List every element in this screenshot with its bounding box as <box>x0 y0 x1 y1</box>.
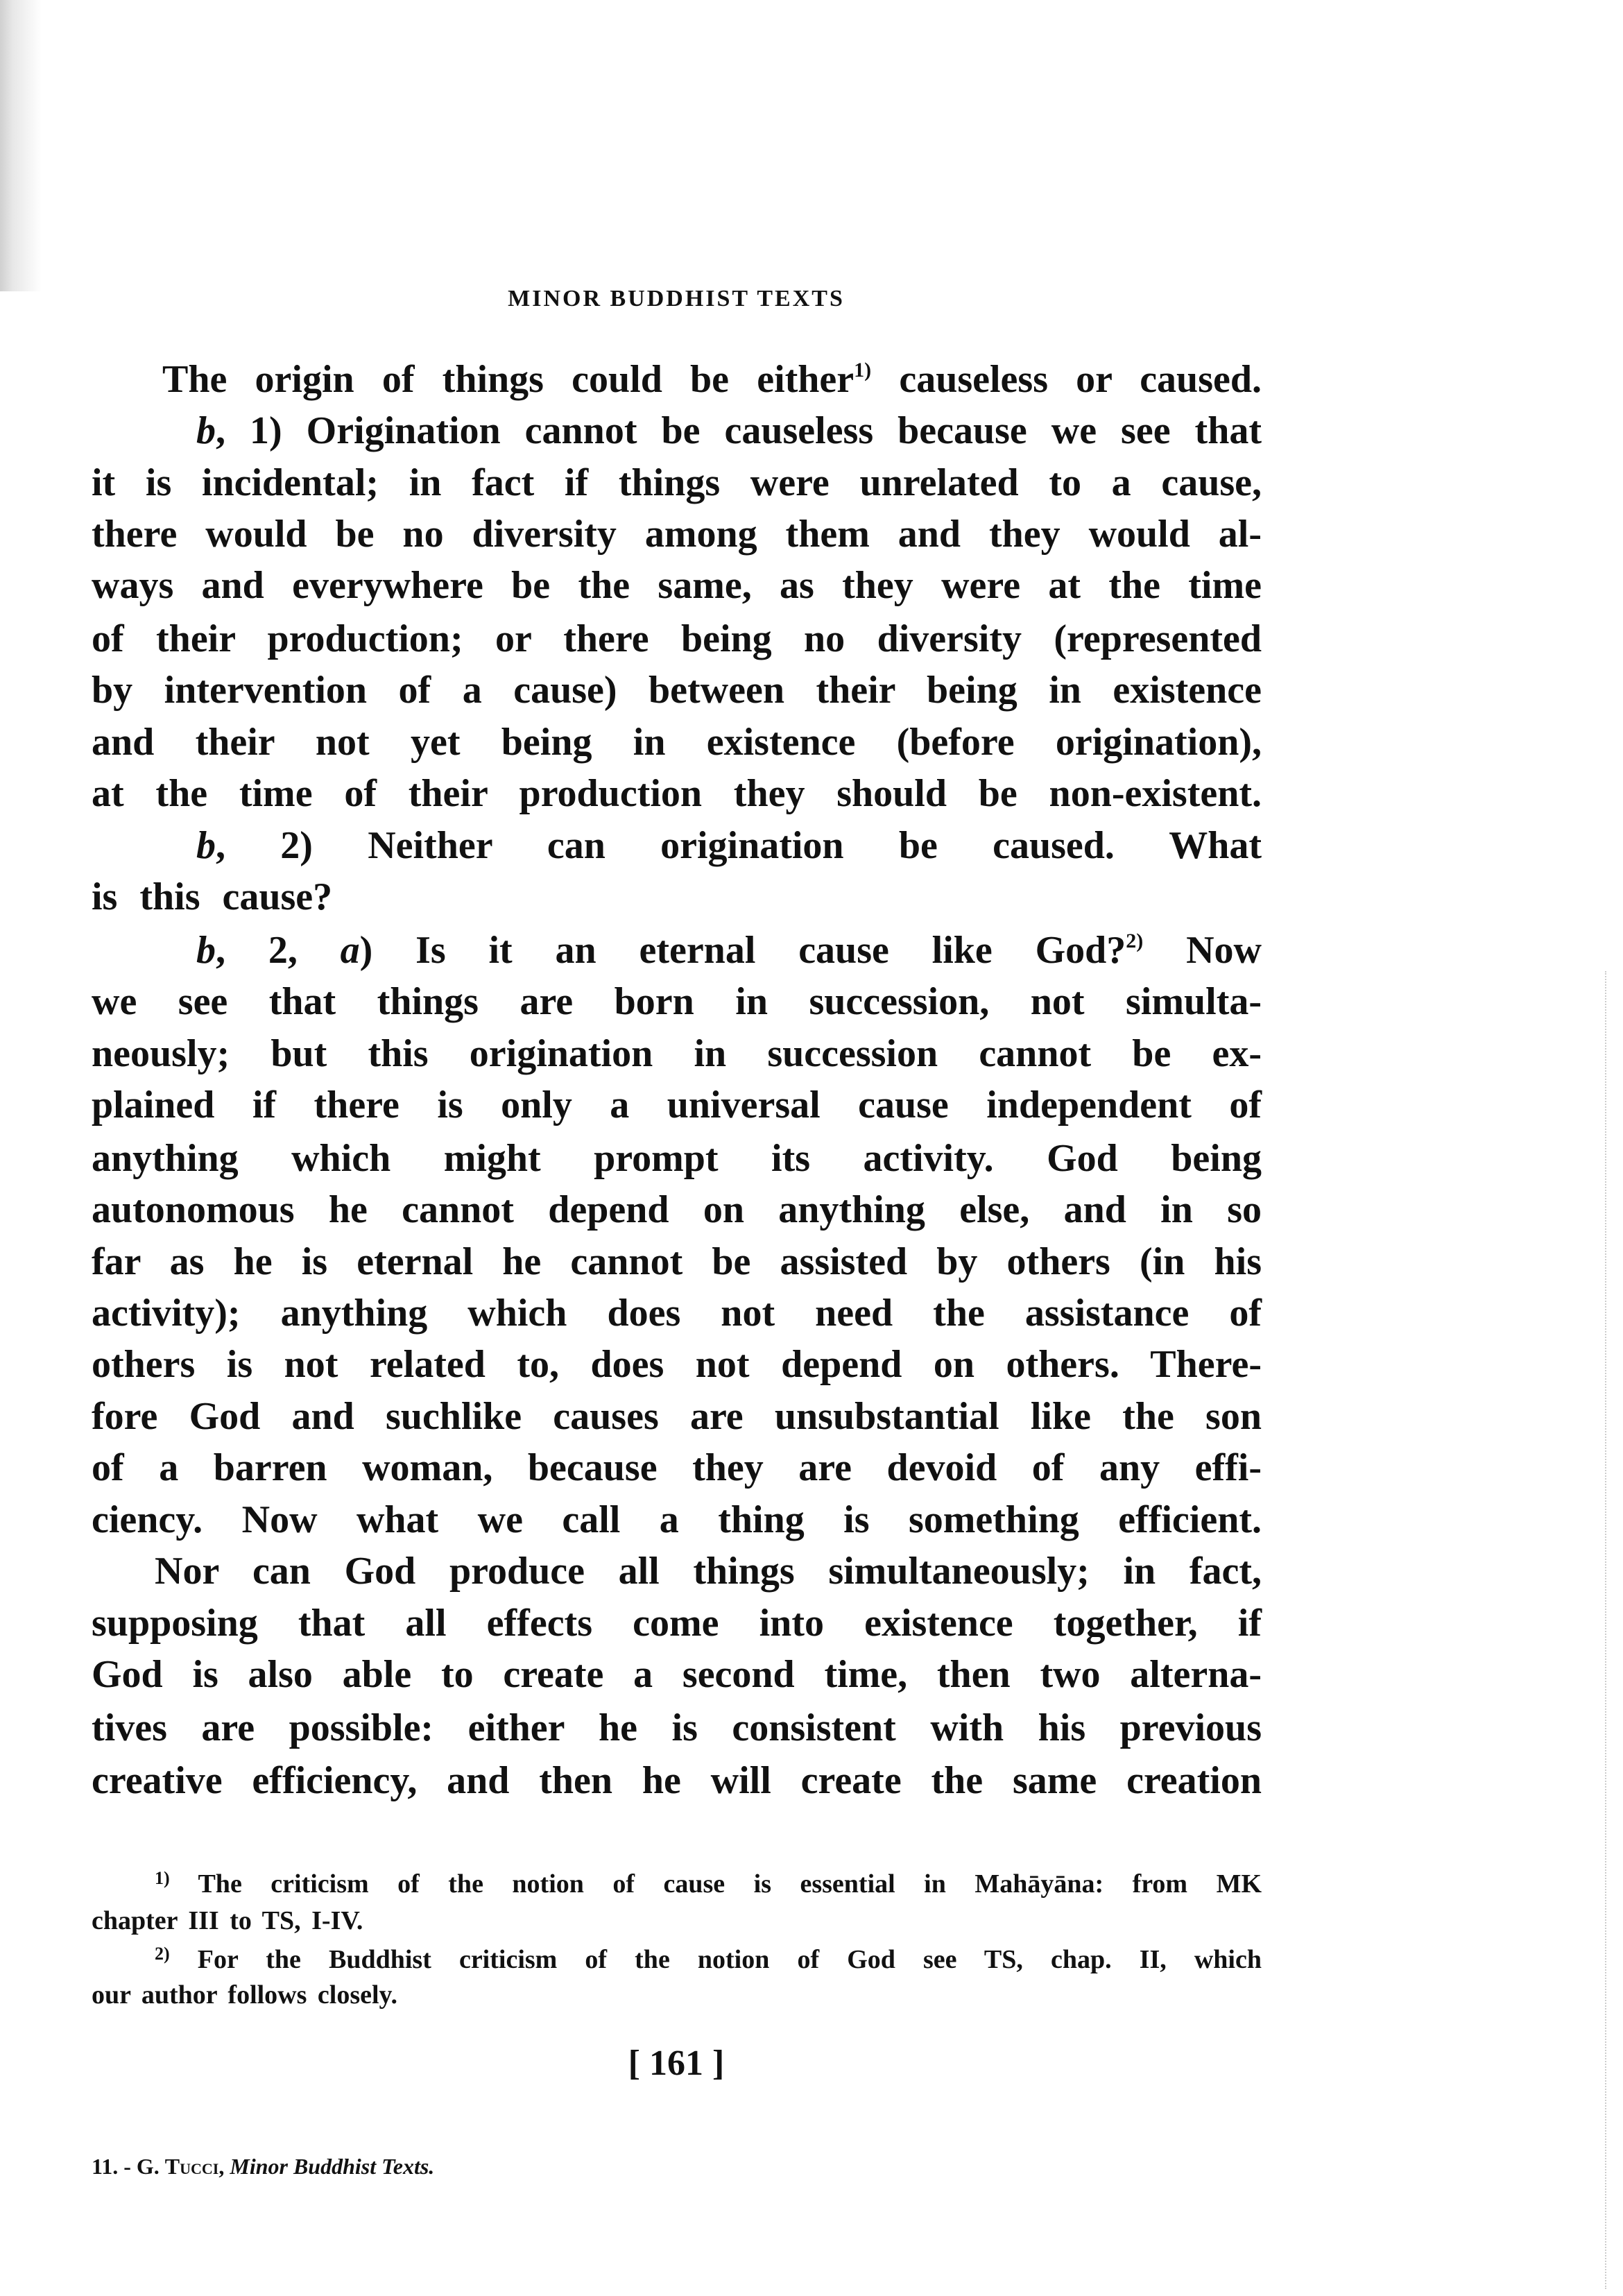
text-run: by intervention of a cause) between their being in existence <box>92 669 1262 712</box>
running-header: MINOR BUDDHIST TEXTS <box>508 286 845 311</box>
text-line <box>92 871 1262 923</box>
book-title: Minor Buddhist Texts. <box>230 2154 435 2179</box>
text-run: there would be no diversity among them and they would al- <box>92 513 1262 556</box>
text-line <box>92 767 1262 820</box>
text-run: is this cause? <box>92 875 333 918</box>
text-line <box>92 716 1262 769</box>
text-run: ways and everywhere be the same, as they were at the time <box>92 564 1262 607</box>
text-run: chapter III to TS, I-IV. <box>92 1906 363 1935</box>
text-line <box>92 1183 1262 1236</box>
text-line <box>92 975 1262 1028</box>
page-number: [ 161 ] <box>628 2044 725 2083</box>
author-name: Tucci, <box>164 2154 225 2179</box>
footnote-reference: 2) <box>1126 929 1144 952</box>
text-line <box>92 1235 1262 1288</box>
text-line <box>92 1027 1262 1080</box>
text-line <box>92 559 1262 612</box>
footnote-reference: 1) <box>155 1868 170 1888</box>
text-run: of their production; or there being no diversity (represented <box>92 617 1262 660</box>
signature-mark: 11. - G. <box>92 2154 160 2179</box>
text-run: at the time of their production they should be non-existent. <box>92 772 1262 815</box>
text-run: plained if there is only a universal cause independent of <box>92 1083 1262 1126</box>
text-run: Now <box>1143 929 1262 972</box>
text-run: neously; but this origination in succession cannot be ex- <box>92 1032 1262 1075</box>
text-line <box>92 664 1262 717</box>
text-line <box>92 1754 1262 1807</box>
text-run: activity); anything which does not need the assistance of <box>92 1292 1262 1335</box>
text-line <box>196 404 1262 457</box>
footnote-line <box>155 1865 1262 1903</box>
footnote-reference: 1) <box>854 359 872 382</box>
text-line <box>92 612 1262 665</box>
text-run: it is incidental; in fact if things were unrelated to a cause, <box>92 461 1262 504</box>
italic-label: a <box>340 929 360 972</box>
text-run: , 1) Origination cannot be causeless because we see that <box>216 409 1262 452</box>
text-line <box>196 924 1262 977</box>
text-run: For the Buddhist criticism of the notion of God see TS, chap. II, which <box>169 1945 1262 1974</box>
italic-label: b <box>196 929 216 972</box>
text-run: we see that things are born in succession, not simulta- <box>92 980 1262 1023</box>
text-line <box>92 1648 1262 1701</box>
text-run: autonomous he cannot depend on anything else, and in so <box>92 1188 1262 1231</box>
text-line <box>92 1597 1262 1650</box>
text-run: ciency. Now what we call a thing is something efficient. <box>92 1498 1262 1541</box>
footnote-line <box>92 1902 1262 1939</box>
text-line <box>92 1493 1262 1546</box>
text-line <box>162 353 1262 406</box>
text-run: fore God and suchlike causes are unsubstantial like the son <box>92 1395 1262 1438</box>
text-run: our author follows closely. <box>92 1980 397 2010</box>
text-line <box>92 1702 1262 1754</box>
text-run: others is not related to, does not depend on others. There- <box>92 1343 1262 1386</box>
text-line <box>92 1390 1262 1443</box>
text-line <box>92 508 1262 560</box>
text-run: and their not yet being in existence (before origination), <box>92 721 1262 764</box>
text-line <box>92 1079 1262 1131</box>
text-run: anything which might prompt its activity. God being <box>92 1137 1262 1180</box>
signature-line <box>92 2154 434 2179</box>
scan-edge-artifact <box>1605 971 1609 2289</box>
text-run: The criticism of the notion of cause is essential in Mahāyāna: from MK <box>169 1869 1262 1899</box>
text-line <box>92 1441 1262 1494</box>
text-run: creative efficiency, and then he will create the same creation <box>92 1759 1262 1802</box>
footnote-line <box>92 1976 1262 2014</box>
text-line <box>92 456 1262 509</box>
text-run: supposing that all effects come into existence together, if <box>92 1602 1262 1645</box>
text-run: The origin of things could be either <box>162 358 855 401</box>
text-line <box>92 1338 1262 1391</box>
text-run: far as he is eternal he cannot be assisted by others (in his <box>92 1240 1262 1283</box>
footnote-reference: 2) <box>155 1944 170 1964</box>
text-line <box>92 1132 1262 1185</box>
text-line <box>196 819 1262 872</box>
scan-edge-shadow <box>0 0 42 291</box>
text-run: tives are possible: either he is consistent with his previous <box>92 1706 1262 1749</box>
italic-label: b <box>196 409 216 452</box>
text-line <box>155 1545 1262 1597</box>
text-run: God is also able to create a second time, then two alterna- <box>92 1653 1262 1696</box>
italic-label: b <box>196 824 216 867</box>
text-run: causeless or caused. <box>871 358 1262 401</box>
text-run: of a barren woman, because they are devoid of any effi- <box>92 1446 1262 1489</box>
text-run: ) Is it an eternal cause like God? <box>359 929 1126 972</box>
text-run: Nor can God produce all things simultaneously; in fact, <box>155 1550 1262 1593</box>
text-run: , 2) Neither can origination be caused. What <box>216 824 1262 867</box>
text-line <box>92 1287 1262 1339</box>
text-run: , 2, <box>216 929 341 972</box>
footnote-line <box>155 1941 1262 1978</box>
